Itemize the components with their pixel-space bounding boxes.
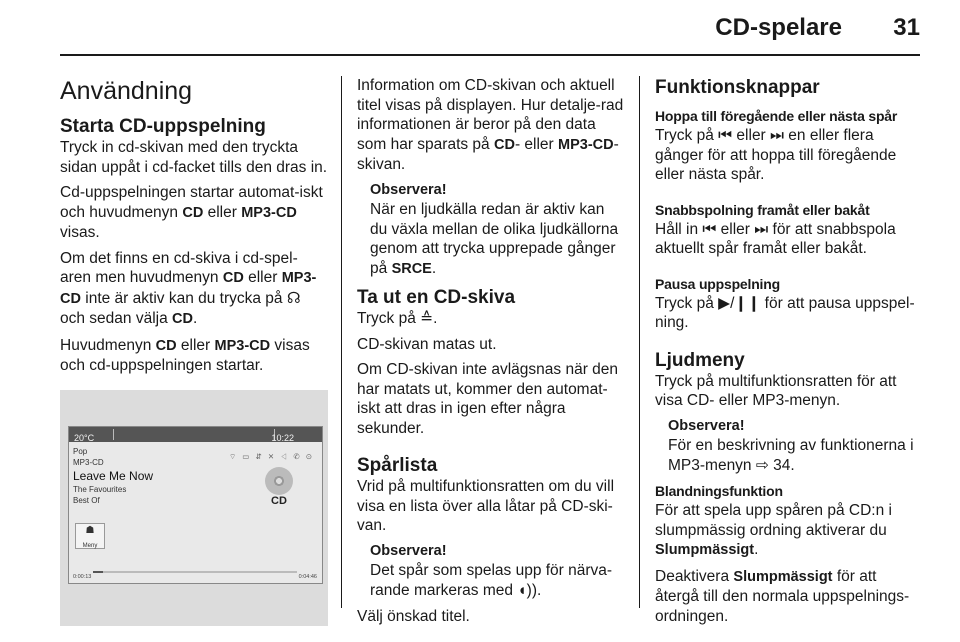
column-3: [655, 76, 923, 632]
note-box: Observera! Det spår som spelas upp för närva-rande markeras med ◖)).: [370, 542, 625, 601]
paragraph: Tryck på ≙.: [357, 310, 438, 327]
next-track-icon: ⏭: [770, 127, 784, 144]
page-number: 31: [893, 14, 920, 41]
cd-disc-icon: [265, 467, 293, 495]
speaker-icon: ◖)): [517, 581, 537, 599]
paragraph: Vrid på multifunktionsratten om du vill visa en lista över alla låtar på CD-ski-van.: [357, 478, 615, 534]
minor-heading: Hoppa till föregående eller nästa spår: [655, 108, 898, 124]
clock: 10:22: [271, 432, 294, 443]
column-2: [357, 76, 625, 633]
paragraph: Tryck på multifunktionsratten för att visa CD- eller MP3-menyn.: [655, 372, 897, 409]
menu-item: The Favourites: [73, 484, 127, 494]
next-track-icon: ⏭: [754, 220, 769, 238]
total-time: 0:04:46: [298, 573, 317, 580]
note-box: Observera! När en ljudkälla redan är aktiv kan du växla mellan de olika ljudkällorna genom att trycka upprepade gånger på SRCE.: [370, 181, 625, 280]
cd-label: CD: [271, 494, 287, 507]
menu-item: Pop: [73, 446, 88, 456]
cd-menu-list: [73, 446, 153, 506]
page-reference-icon: ⇨: [755, 456, 769, 474]
paragraph: Välj önskad titel.: [357, 608, 470, 625]
menu-button: ☗ Meny: [75, 523, 105, 549]
display-photo: [60, 390, 328, 626]
temperature: 20°C: [74, 432, 95, 443]
paragraph: Cd-uppspelningen startar automat-iskt och huvudmenyn CD eller MP3-CD visas.: [60, 184, 323, 241]
paragraph: CD-skivan matas ut.: [357, 335, 497, 353]
note-title: Observera!: [370, 181, 447, 198]
page-header: [0, 0, 960, 60]
paragraph: Huvudmenyn CD eller MP3-CD visas och cd-uppspelningen startar.: [60, 336, 310, 374]
subheading-ta-ut: Ta ut en CD-skiva: [357, 287, 516, 308]
note-title: Observera!: [668, 417, 745, 434]
paragraph: Deaktivera Slumpmässigt för att återgå till den normala uppspelnings-ordningen.: [655, 567, 910, 625]
section-heading-anvandning: Användning: [60, 77, 193, 105]
subheading-funktionsknappar: Funktionsknappar: [655, 77, 820, 98]
screen-topbar: [69, 427, 322, 442]
paragraph: Om CD-skivan inte avlägsnas när den har matats ut, kommer den automat-iskt att dras in igen efter några sekunder.: [357, 361, 619, 437]
subheading-sparlista: Spårlista: [357, 455, 438, 476]
progress-bar: [93, 571, 297, 573]
note-box: Observera! För en beskrivning av funktionerna i MP3-menyn ⇨ 34.: [668, 417, 923, 476]
note-title: Observera!: [370, 542, 447, 559]
paragraph: För att spela upp spåren på CD:n i slumpmässig ordning aktiverar du Slumpmässigt.: [655, 502, 892, 558]
menu-icon: ☗: [85, 524, 95, 536]
paragraph: Tryck in cd-skivan med den tryckta sidan uppåt i cd-facket tills den dras in.: [60, 139, 328, 176]
infotainment-screen: [68, 426, 323, 584]
current-track: Leave Me Now: [73, 468, 154, 483]
paragraph: Tryck på ⏮ eller ⏭ en eller flera gånger för att hoppa till föregående eller nästa spår.: [655, 127, 897, 183]
column-divider: [639, 76, 640, 608]
status-icons: ⌔ ▭ ⇵ ✕ ◁ ✆ ⊙: [229, 451, 314, 461]
previous-track-icon: ⏮: [702, 220, 717, 238]
subheading-ljudmeny: Ljudmeny: [655, 349, 745, 371]
previous-track-icon: ⏮: [718, 127, 733, 144]
subheading-starta: Starta CD-uppspelning: [60, 116, 266, 137]
menu-item: MP3-CD: [73, 457, 104, 467]
paragraph: Om det finns en cd-skiva i cd-spel-aren men huvudmenyn CD eller MP3-CD inte är aktiv kan du trycka på ☊ och sedan välja CD.: [60, 249, 317, 327]
track-progress: [73, 567, 317, 580]
page-title: CD-spelare: [715, 14, 842, 41]
header-rule: [60, 54, 920, 56]
paragraph: Information om CD-skivan och aktuell titel visas på displayen. Hur detalje-rad informationen är beror på den data som har sparats på CD- eller MP3-CD-skivan.: [357, 77, 624, 173]
paragraph: Tryck på ▶/❙❙ för att pausa uppspel-ning.: [655, 294, 915, 331]
column-divider: [341, 76, 342, 608]
menu-item: Best Of: [73, 495, 100, 505]
progress-fill: [93, 571, 103, 573]
minor-heading: Blandningsfunktion: [655, 483, 783, 499]
paragraph: Håll in ⏮ eller ⏭ för att snabbspola aktuellt spår framåt eller bakåt.: [655, 220, 896, 257]
elapsed-time: 0:00:13: [73, 573, 92, 580]
play-pause-icon: ▶/❙❙: [718, 294, 761, 312]
minor-heading: Snabbspolning framåt eller bakåt: [655, 201, 870, 218]
minor-heading: Pausa uppspelning: [655, 275, 780, 292]
column-1: [60, 76, 328, 626]
eject-icon: ≙: [420, 310, 434, 327]
media-icon: ☊: [286, 289, 301, 307]
